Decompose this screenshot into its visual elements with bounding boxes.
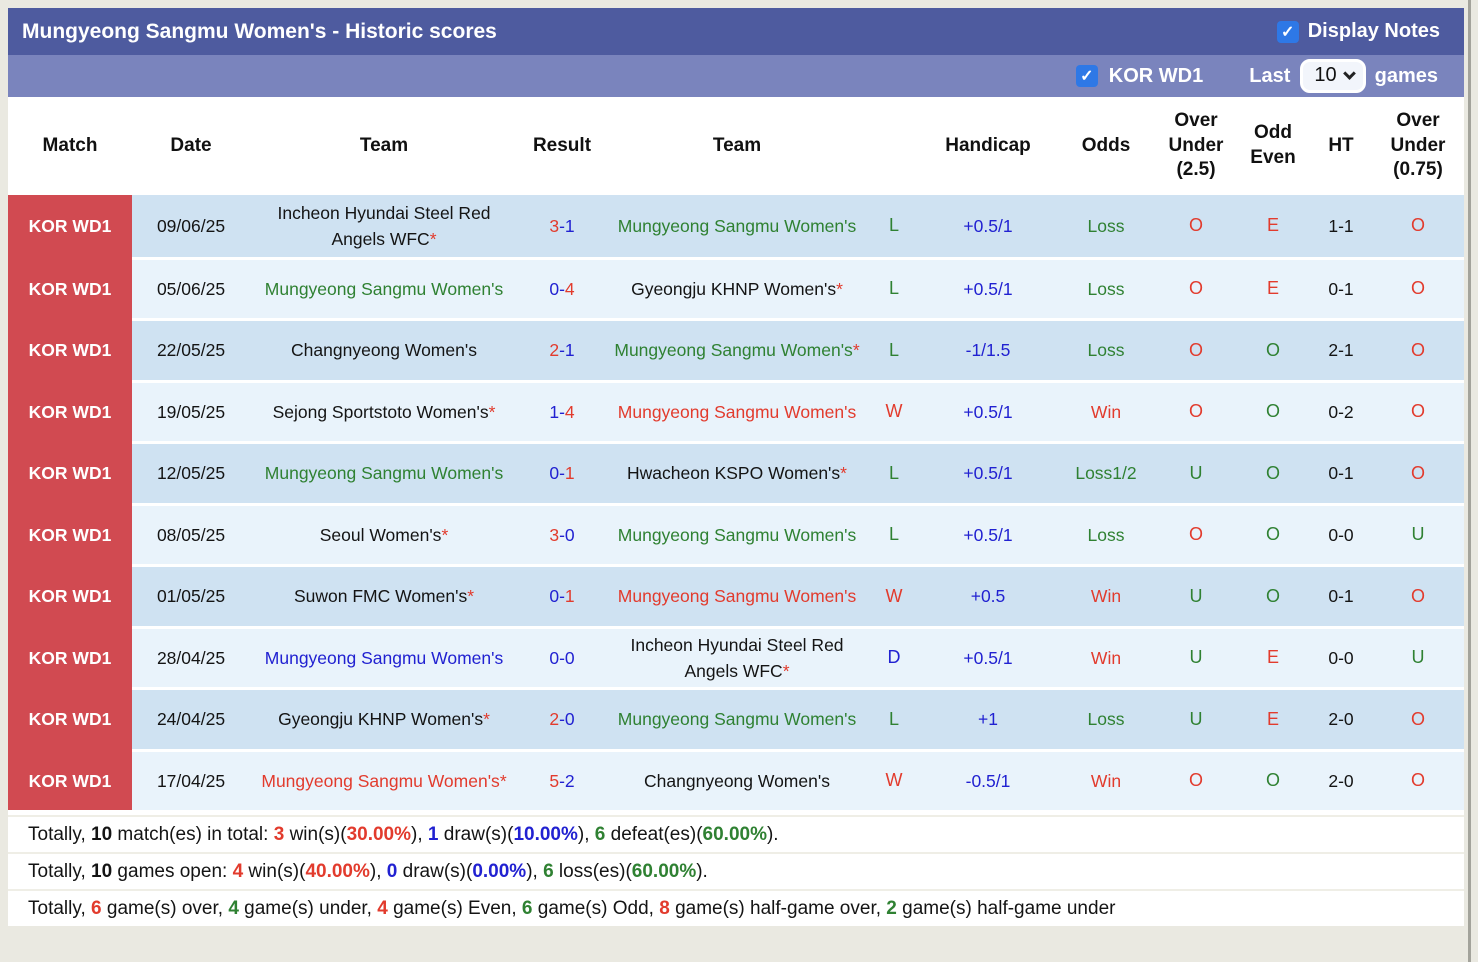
score-away: 0 [564,524,575,545]
handicap-result-letter: D [868,626,920,688]
away-team-cell [606,564,868,626]
display-notes-checkbox-icon[interactable]: ✓ [1277,21,1299,43]
away-team-name: Mungyeong Sangmu Women's [617,709,857,730]
odds-result: Loss [1056,195,1156,257]
away-team-star: * [836,278,843,299]
over-under-25-result: U [1156,564,1236,626]
home-team-star: * [441,524,449,545]
footer-text-segment: ), [526,861,544,883]
away-team-cell [606,626,868,688]
handicap-value: +0.5/1 [920,380,1056,442]
score-dash: - [559,647,565,668]
match-row [8,441,1464,503]
score-dash: - [559,770,565,791]
col-header-match: Match [8,97,132,195]
footer-text-segment: 4 [377,898,388,920]
handicap-value: +0.5/1 [920,195,1056,257]
odds-result: Loss [1056,257,1156,319]
handicap-result-letter: L [868,195,920,257]
col-header-handicap: Handicap [920,97,1056,195]
footer-text-segment: defeat(es)( [605,824,703,846]
away-team-cell [606,318,868,380]
handicap-result-letter: L [868,257,920,319]
over-under-25-result: O [1156,195,1236,257]
over-under-25-result: O [1156,257,1236,319]
footer-text-segment: 6 [521,898,533,920]
away-team-name: Mungyeong Sangmu Women's [617,524,857,545]
league-badge: KOR WD1 [8,503,132,565]
away-team-name: Mungyeong Sangmu Women's [617,215,857,236]
home-team-star: * [483,709,490,730]
match-row [8,503,1464,565]
odd-even-result: O [1236,318,1310,380]
over-under-25-result: O [1156,749,1236,811]
footer-text-segment: game(s) under, [238,898,378,920]
score-cell [518,749,606,811]
footer-text-segment: match(es) in total: [112,824,274,846]
historic-scores-table [8,97,1464,810]
away-team-cell [606,687,868,749]
handicap-result-letter: W [868,380,920,442]
table-body [8,195,1464,810]
home-team-cell [250,749,518,811]
league-badge: KOR WD1 [8,749,132,811]
away-team-name: Mungyeong Sangmu Women's [617,401,857,422]
handicap-value: -1/1.5 [920,318,1056,380]
footer-text-segment: 10.00% [513,824,578,846]
over-under-25-result: O [1156,503,1236,565]
footer-text-segment: win(s)( [243,861,306,883]
games-label: games [1374,64,1438,87]
footer-text-segment: draw(s)( [397,861,473,883]
score-away: 1 [564,215,575,236]
footer-text-segment: 60.00% [631,861,697,883]
score-away: 1 [564,463,575,484]
odd-even-result: E [1236,687,1310,749]
ht-score: 0-2 [1310,380,1372,442]
col-header-team1: Team [250,97,518,195]
away-team-name: Mungyeong Sangmu Women's [614,340,853,361]
match-row [8,318,1464,380]
odds-result: Win [1056,749,1156,811]
odds-result: Loss1/2 [1056,441,1156,503]
score-away: 1 [564,340,575,361]
ht-score: 0-0 [1310,626,1372,688]
footer-text-segment: win(s)( [284,824,347,846]
footer-text-segment: draw(s)( [438,824,514,846]
over-under-075-result: O [1372,749,1464,811]
score-home: 1 [549,401,560,422]
footer-text-segment: game(s) Odd, [532,898,660,920]
away-team-cell [606,441,868,503]
over-under-075-result: O [1372,687,1464,749]
over-under-075-result: O [1372,380,1464,442]
home-team-cell [250,380,518,442]
footer-text-segment: 4 [228,898,239,920]
odds-result: Win [1056,626,1156,688]
footer-text-segment: 3 [273,824,285,846]
handicap-value: +0.5 [920,564,1056,626]
over-under-25-result: O [1156,380,1236,442]
footer-text-segment: games open: [112,861,233,883]
window-edge-divider [1468,0,1471,962]
home-team-cell [250,257,518,319]
col-header-odd-even: Odd Even [1236,97,1310,195]
odds-result: Loss [1056,503,1156,565]
league-badge: KOR WD1 [8,380,132,442]
score-home: 5 [549,770,560,791]
footer-text-segment: ). [696,861,708,883]
score-home: 2 [549,709,560,730]
footer-text-segment: 6 [594,824,606,846]
footer-text-segment: ), [577,824,595,846]
score-dash: - [559,524,565,545]
page-title: Mungyeong Sangmu Women's - Historic scores [22,19,497,43]
handicap-result-letter: W [868,564,920,626]
footer-line [8,815,1464,852]
filter-bar [8,55,1464,97]
score-dash: - [559,340,565,361]
footer-text-segment: 8 [659,898,670,920]
score-cell [518,626,606,688]
ht-score: 0-0 [1310,503,1372,565]
footer-text-segment: 10 [91,861,113,883]
date-cell: 22/05/25 [132,318,250,380]
ht-score: 0-1 [1310,257,1372,319]
over-under-075-result: U [1372,503,1464,565]
league-badge: KOR WD1 [8,687,132,749]
score-home: 2 [549,340,560,361]
over-under-075-result: O [1372,564,1464,626]
date-cell: 28/04/25 [132,626,250,688]
footer-text-segment: 4 [232,861,244,883]
footer-line [8,852,1464,889]
footer-text-segment: 1 [427,824,439,846]
home-team-name: Mungyeong Sangmu Women's [264,278,504,299]
odd-even-result: O [1236,503,1310,565]
home-team-cell [250,626,518,688]
home-team-star: * [467,586,475,607]
footer-text-segment: 0 [386,861,398,883]
score-away: 4 [564,401,575,422]
ht-score: 1-1 [1310,195,1372,257]
footer-text-segment: 30.00% [346,824,412,846]
footer-text-segment: 6 [543,861,554,883]
score-home: 0 [549,586,560,607]
last-label: Last [1249,64,1291,87]
handicap-result-letter: L [868,441,920,503]
score-cell [518,687,606,749]
home-team-star: * [499,770,507,791]
handicap-value: +0.5/1 [920,626,1056,688]
score-dash: - [559,463,565,484]
display-notes-label: Display Notes [1307,20,1440,42]
away-team-cell [606,257,868,319]
league-badge: KOR WD1 [8,318,132,380]
match-row [8,687,1464,749]
date-cell: 01/05/25 [132,564,250,626]
display-notes-toggle[interactable] [1277,20,1440,43]
footer-text-segment: 10 [91,824,113,846]
home-team-name: Seoul Women's [319,524,442,545]
home-team-name: Incheon Hyundai Steel Red Angels WFC [277,202,491,249]
away-team-name: Gyeongju KHNP Women's [631,278,837,299]
score-cell [518,257,606,319]
score-home: 0 [549,463,560,484]
match-row [8,564,1464,626]
over-under-075-result: O [1372,318,1464,380]
match-row [8,195,1464,257]
footer-text-segment: ), [411,824,428,846]
score-dash: - [559,586,565,607]
score-home: 0 [549,647,560,668]
footer-text-segment: Totally, [28,898,92,920]
handicap-result-letter: L [868,318,920,380]
home-team-cell [250,441,518,503]
away-team-cell [606,749,868,811]
score-dash: - [559,709,565,730]
odds-result: Loss [1056,318,1156,380]
footer-text-segment: game(s) over, [101,898,229,920]
odd-even-result: E [1236,626,1310,688]
odds-result: Loss [1056,687,1156,749]
footer-text-segment: 2 [886,898,897,920]
home-team-name: Sejong Sportstoto Women's [272,401,489,422]
home-team-name: Changnyeong Women's [291,340,477,361]
handicap-value: -0.5/1 [920,749,1056,811]
over-under-075-result: O [1372,195,1464,257]
score-dash: - [559,401,565,422]
away-team-cell [606,503,868,565]
league-filter-toggle[interactable] [1076,65,1203,88]
home-team-name: Gyeongju KHNP Women's [278,709,484,730]
odd-even-result: E [1236,257,1310,319]
match-row [8,257,1464,319]
col-header-ht: HT [1310,97,1372,195]
score-cell [518,441,606,503]
score-dash: - [559,278,565,299]
historic-scores-widget [8,8,1464,926]
handicap-value: +0.5/1 [920,441,1056,503]
score-away: 0 [564,647,575,668]
over-under-075-result: O [1372,257,1464,319]
odd-even-result: O [1236,441,1310,503]
ht-score: 2-1 [1310,318,1372,380]
ht-score: 0-1 [1310,564,1372,626]
score-cell [518,318,606,380]
col-header-result: Result [518,97,606,195]
footer-text-segment: Totally, [28,861,92,883]
footer-text-segment: 40.00% [305,861,370,883]
away-team-name: Incheon Hyundai Steel Red Angels WFC [630,634,844,681]
chevron-down-icon [1343,67,1356,80]
odds-result: Win [1056,564,1156,626]
ht-score: 2-0 [1310,749,1372,811]
col-header-team2: Team [606,97,868,195]
league-filter-label: KOR WD1 [1108,64,1204,87]
league-badge: KOR WD1 [8,441,132,503]
away-team-cell [606,195,868,257]
odd-even-result: O [1236,564,1310,626]
footer-text-segment: 0.00% [472,861,527,883]
match-row [8,749,1464,811]
home-team-cell [250,564,518,626]
date-cell: 19/05/25 [132,380,250,442]
odd-even-result: E [1236,195,1310,257]
score-home: 3 [549,524,560,545]
home-team-star: * [488,401,496,422]
home-team-name: Suwon FMC Women's [293,586,468,607]
match-row [8,626,1464,688]
away-team-star: * [782,660,790,681]
odd-even-result: O [1236,380,1310,442]
ht-score: 2-0 [1310,687,1372,749]
date-cell: 17/04/25 [132,749,250,811]
handicap-result-letter: L [868,687,920,749]
home-team-cell [250,503,518,565]
over-under-25-result: U [1156,687,1236,749]
date-cell: 08/05/25 [132,503,250,565]
over-under-25-result: O [1156,318,1236,380]
footer-text-segment: game(s) half-game over, [669,898,887,920]
away-team-cell [606,380,868,442]
col-header-over-under-075: Over Under (0.75) [1372,97,1464,195]
home-team-cell [250,318,518,380]
league-badge: KOR WD1 [8,564,132,626]
over-under-25-result: U [1156,626,1236,688]
footer-text-segment: ), [369,861,387,883]
away-team-star: * [852,340,860,361]
score-home: 0 [549,278,560,299]
score-away: 4 [564,278,575,299]
score-away: 0 [564,709,575,730]
match-row [8,380,1464,442]
table-header-row [8,97,1464,195]
handicap-result-letter: W [868,749,920,811]
away-team-name: Mungyeong Sangmu Women's [617,586,857,607]
games-count-select[interactable] [1300,59,1365,93]
league-badge: KOR WD1 [8,626,132,688]
date-cell: 09/06/25 [132,195,250,257]
score-cell [518,380,606,442]
home-team-cell [250,195,518,257]
league-badge: KOR WD1 [8,257,132,319]
handicap-value: +0.5/1 [920,257,1056,319]
home-team-star: * [429,228,437,249]
footer-text-segment: 6 [91,898,102,920]
odd-even-result: O [1236,749,1310,811]
footer-text-segment: ). [766,824,779,846]
home-team-name: Mungyeong Sangmu Women's [264,647,504,668]
odds-result: Win [1056,380,1156,442]
score-home: 3 [549,215,560,236]
date-cell: 12/05/25 [132,441,250,503]
over-under-25-result: U [1156,441,1236,503]
col-header-odds: Odds [1056,97,1156,195]
footer-line [8,889,1464,926]
score-dash: - [559,215,565,236]
score-cell [518,503,606,565]
score-away: 1 [564,586,575,607]
away-team-name: Hwacheon KSPO Women's [627,463,841,484]
league-checkbox-icon[interactable]: ✓ [1076,65,1098,87]
date-cell: 05/06/25 [132,257,250,319]
footer-text-segment: game(s) Even, [387,898,522,920]
col-header-handicap-letter [868,97,920,195]
away-team-name: Changnyeong Women's [644,770,830,791]
handicap-value: +0.5/1 [920,503,1056,565]
col-header-date: Date [132,97,250,195]
footer-text-segment: 60.00% [702,824,767,846]
home-team-cell [250,687,518,749]
col-header-over-under-25: Over Under (2.5) [1156,97,1236,195]
handicap-value: +1 [920,687,1056,749]
footer-text-segment: game(s) half-game under [896,898,1116,920]
over-under-075-result: U [1372,626,1464,688]
score-cell [518,564,606,626]
footer-summary [8,810,1464,926]
home-team-name: Mungyeong Sangmu Women's [264,463,504,484]
league-badge: KOR WD1 [8,195,132,257]
title-bar [8,8,1464,55]
score-cell [518,195,606,257]
footer-text-segment: Totally, [28,824,92,846]
handicap-result-letter: L [868,503,920,565]
away-team-star: * [840,463,847,484]
footer-text-segment: loss(es)( [553,861,632,883]
score-away: 2 [564,770,575,791]
games-count-value: 10 [1314,64,1337,86]
home-team-name: Mungyeong Sangmu Women's [261,770,500,791]
date-cell: 24/04/25 [132,687,250,749]
ht-score: 0-1 [1310,441,1372,503]
over-under-075-result: O [1372,441,1464,503]
